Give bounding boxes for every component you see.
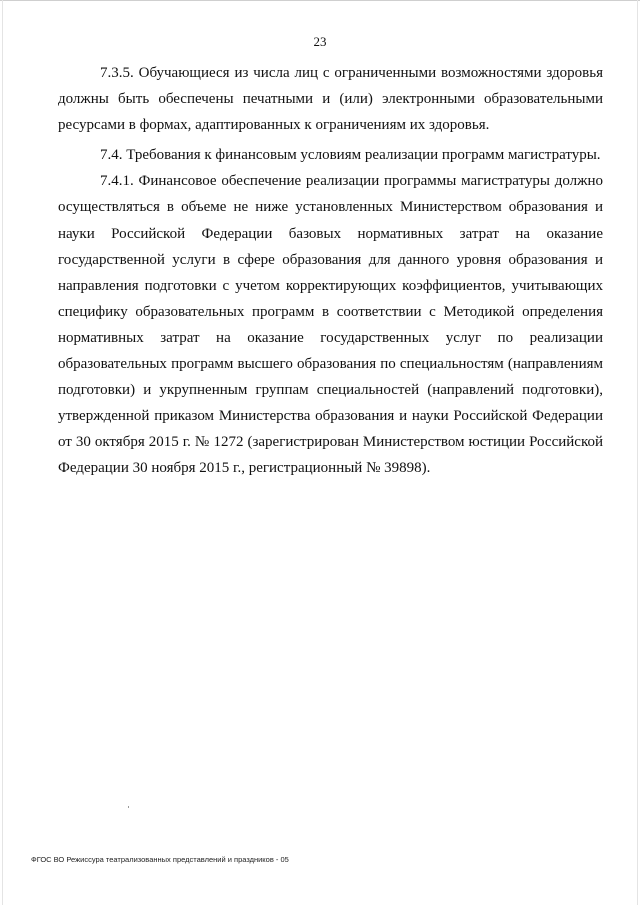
page-footer: ФГОС ВО Режиссура театрализованных представлений и праздников - 05 xyxy=(31,855,289,864)
scan-edge-left xyxy=(2,0,3,905)
paragraph-7-3-5: 7.3.5. Обучающиеся из числа лиц с ограниченными возможностями здоровья должны быть обеспечены печатными и (или) электронными образовательными ресурсами в формах, адаптированных к ограничениям их здоровья. xyxy=(58,65,603,134)
paragraph-7-4-1: 7.4.1. Финансовое обеспечение реализации программы магистратуры должно осуществляться в объеме не ниже установленных Министерством образования и науки Российской Федерации базовых нормативных затрат на оказание государственной услуги в сфере образования для данного уровня образования и направления подготовки с учетом корректирующих коэффициентов, учитывающих специфику образовательных программ в соответствии с Методикой определения нормативных затрат на оказание государственных услуг по реализации образовательных программ высшего образования по специальностям (направлениям подготовки) и укрупненным группам специальностей (направлений подготовки), утвержденной приказом Министерства образования и науки Российской Федерации от 30 октября 2015 г. № 1272 (зарегистрирован Министерством юстиции Российской Федерации 30 ноября 2015 г., регистрационный № 39898). xyxy=(58,173,603,477)
page-number: 23 xyxy=(313,34,327,49)
scan-edge-right xyxy=(637,0,638,905)
scan-edge-top xyxy=(0,0,640,1)
document-body xyxy=(58,60,603,482)
scan-speck xyxy=(128,806,129,808)
paragraph-7-4: 7.4. Требования к финансовым условиям реализации программ магистратуры. xyxy=(100,147,601,164)
